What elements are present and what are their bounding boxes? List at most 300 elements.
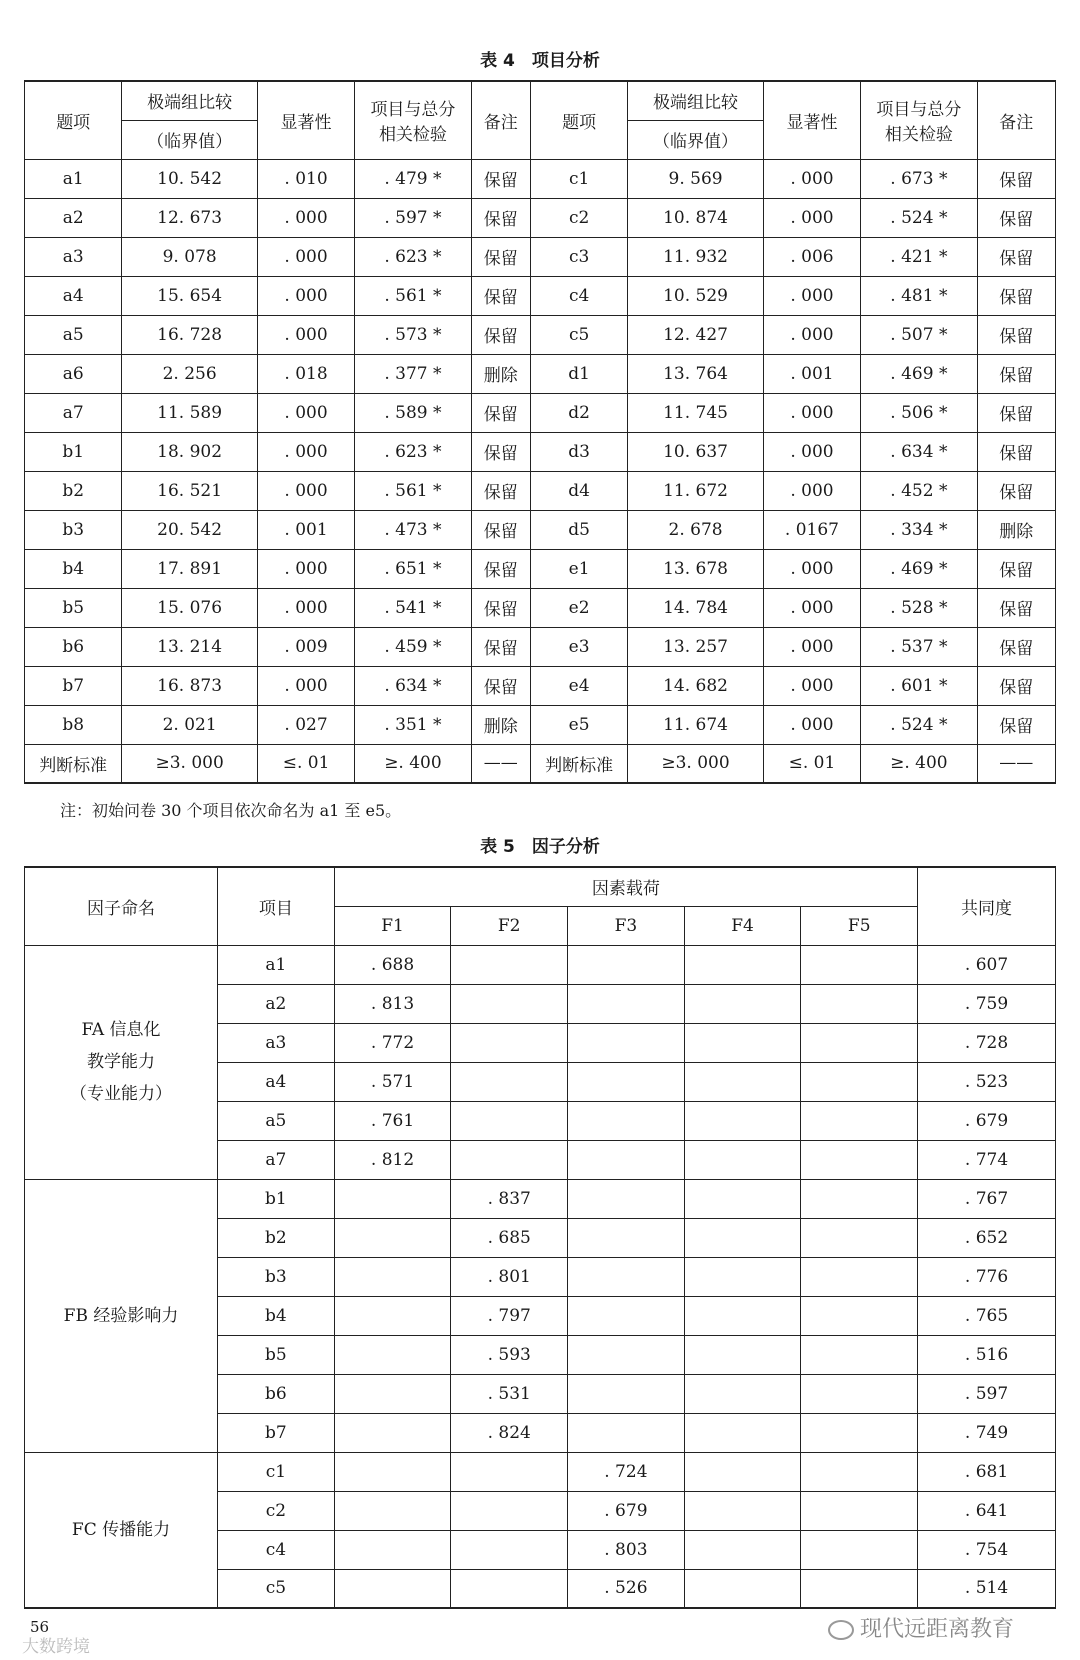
cell-note: 保留: [471, 393, 530, 432]
cell-item: a2: [25, 198, 122, 237]
cell-note: 删除: [977, 510, 1055, 549]
header-critical: （临界值）: [122, 120, 257, 159]
cell-f1: . 772: [334, 1023, 451, 1062]
cell-f3: . 679: [568, 1491, 685, 1530]
watermark-right-text: 现代远距离教育: [860, 1617, 1015, 1642]
cell-corr: . 573 *: [355, 315, 471, 354]
factor-name-line: FC 传播能力: [71, 1519, 171, 1540]
cell-f5: [801, 1140, 918, 1179]
cell-communality: . 728: [918, 1023, 1056, 1062]
cell-sig: . 001: [257, 510, 354, 549]
cell-communality: . 523: [918, 1062, 1056, 1101]
cell-f4: [684, 1413, 801, 1452]
cell-f5: [801, 1569, 918, 1608]
table-row: [25, 1452, 1056, 1491]
cell-sig: . 000: [257, 588, 354, 627]
cell-note: 保留: [471, 198, 530, 237]
cell-f3: [568, 984, 685, 1023]
cell-corr: . 351 *: [355, 705, 471, 744]
factor-analysis-table: [24, 866, 1056, 1609]
criteria-note: ——: [977, 744, 1055, 783]
table-row: [25, 198, 1056, 237]
cell-note: 保留: [977, 705, 1055, 744]
cell-corr: . 623 *: [355, 432, 471, 471]
table-row: [25, 354, 1056, 393]
cell-f2: . 801: [451, 1257, 568, 1296]
cell-communality: . 774: [918, 1140, 1056, 1179]
criteria-sig: ≤. 01: [763, 744, 860, 783]
cell-item: b4: [218, 1296, 335, 1335]
cell-f1: . 813: [334, 984, 451, 1023]
header-f3: F3: [568, 906, 685, 945]
factor-name: [25, 945, 218, 1179]
cell-f1: [334, 1218, 451, 1257]
cell-corr: . 537 *: [861, 627, 977, 666]
cell-cr: 15. 076: [122, 588, 257, 627]
cell-f5: [801, 1491, 918, 1530]
cell-item: d3: [530, 432, 627, 471]
cell-f5: [801, 1374, 918, 1413]
cell-note: 保留: [471, 471, 530, 510]
criteria-sig: ≤. 01: [257, 744, 354, 783]
cell-f2: [451, 1569, 568, 1608]
cell-item: a4: [25, 276, 122, 315]
header-f2: F2: [451, 906, 568, 945]
cell-f4: [684, 1101, 801, 1140]
cell-f2: [451, 1452, 568, 1491]
table-row: [25, 945, 1056, 984]
cell-f5: [801, 1101, 918, 1140]
cell-f2: . 837: [451, 1179, 568, 1218]
cell-corr: . 507 *: [861, 315, 977, 354]
cell-item: c4: [218, 1530, 335, 1569]
cell-item: a6: [25, 354, 122, 393]
cell-item: b3: [218, 1257, 335, 1296]
cell-communality: . 759: [918, 984, 1056, 1023]
header-communality: 共同度: [918, 867, 1056, 945]
cell-f1: [334, 1296, 451, 1335]
table-row: [25, 393, 1056, 432]
cell-f5: [801, 1335, 918, 1374]
factor-name-line: 教学能力: [87, 1052, 156, 1072]
cell-note: 保留: [471, 159, 530, 198]
header-item: 题项: [25, 81, 122, 159]
cell-f2: . 797: [451, 1296, 568, 1335]
cell-f5: [801, 1257, 918, 1296]
cell-corr: . 459 *: [355, 627, 471, 666]
cell-corr: . 506 *: [861, 393, 977, 432]
header-extreme: 极端组比较: [122, 81, 257, 120]
table4-footnote: 注：初始问卷 30 个项目依次命名为 a1 至 e5。: [60, 801, 402, 820]
cell-cr: 18. 902: [122, 432, 257, 471]
cell-f2: . 531: [451, 1374, 568, 1413]
cell-cr: 16. 873: [122, 666, 257, 705]
cell-note: 保留: [977, 159, 1055, 198]
cell-f2: [451, 984, 568, 1023]
cell-f3: [568, 1296, 685, 1335]
cell-f5: [801, 1179, 918, 1218]
cell-item: d1: [530, 354, 627, 393]
header-item: 项目: [218, 867, 335, 945]
header-corr: 项目与总分 相关检验: [355, 81, 471, 159]
cell-note: 保留: [977, 627, 1055, 666]
cell-f3: [568, 1374, 685, 1413]
cell-f2: [451, 1101, 568, 1140]
cell-item: b7: [25, 666, 122, 705]
cell-note: 保留: [471, 588, 530, 627]
cell-item: d2: [530, 393, 627, 432]
cell-cr: 13. 214: [122, 627, 257, 666]
cell-f5: [801, 1530, 918, 1569]
cell-item: c2: [530, 198, 627, 237]
cell-cr: 11. 589: [122, 393, 257, 432]
cell-sig: . 000: [257, 393, 354, 432]
cell-corr: . 377 *: [355, 354, 471, 393]
header-f5: F5: [801, 906, 918, 945]
cell-f3: [568, 1023, 685, 1062]
table-row: [25, 432, 1056, 471]
cell-f3: [568, 1218, 685, 1257]
cell-cr: 16. 728: [122, 315, 257, 354]
cell-note: 保留: [977, 666, 1055, 705]
cell-corr: . 634 *: [861, 432, 977, 471]
cell-note: 保留: [471, 315, 530, 354]
cell-f5: [801, 945, 918, 984]
table-row: [25, 510, 1056, 549]
cell-f5: [801, 1062, 918, 1101]
cell-communality: . 765: [918, 1296, 1056, 1335]
cell-cr: 12. 427: [628, 315, 763, 354]
cell-item: c1: [218, 1452, 335, 1491]
header-item: 题项: [530, 81, 627, 159]
cell-note: 删除: [471, 354, 530, 393]
criteria-note: ——: [471, 744, 530, 783]
cell-f1: [334, 1491, 451, 1530]
cell-f1: . 571: [334, 1062, 451, 1101]
header-note: 备注: [977, 81, 1055, 159]
cell-f4: [684, 1569, 801, 1608]
cell-item: a5: [25, 315, 122, 354]
factor-name-line: FB 经验影响力: [63, 1305, 179, 1326]
cell-cr: 11. 745: [628, 393, 763, 432]
cell-f4: [684, 1374, 801, 1413]
cell-item: b1: [25, 432, 122, 471]
cell-sig: . 000: [763, 432, 860, 471]
cell-note: 保留: [977, 198, 1055, 237]
cell-f2: [451, 1140, 568, 1179]
criteria-cr: ≥3. 000: [628, 744, 763, 783]
cell-f5: [801, 1218, 918, 1257]
cell-f3: [568, 1101, 685, 1140]
cell-corr: . 473 *: [355, 510, 471, 549]
cell-communality: . 514: [918, 1569, 1056, 1608]
cell-item: b8: [25, 705, 122, 744]
cell-item: b5: [218, 1335, 335, 1374]
factor-name: [25, 1179, 218, 1452]
cell-item: a3: [218, 1023, 335, 1062]
cell-f4: [684, 984, 801, 1023]
table4-caption: 表 4 项目分析: [480, 51, 600, 71]
cell-cr: 13. 678: [628, 549, 763, 588]
criteria-cr: ≥3. 000: [122, 744, 257, 783]
header-extreme: 极端组比较: [628, 81, 763, 120]
cell-item: e2: [530, 588, 627, 627]
cell-item: b6: [25, 627, 122, 666]
cell-item: c4: [530, 276, 627, 315]
cell-item: e1: [530, 549, 627, 588]
cell-item: c2: [218, 1491, 335, 1530]
cell-corr: . 541 *: [355, 588, 471, 627]
cell-item: b2: [25, 471, 122, 510]
cell-corr: . 623 *: [355, 237, 471, 276]
cell-note: 保留: [977, 393, 1055, 432]
cell-cr: 13. 257: [628, 627, 763, 666]
cell-f3: [568, 1257, 685, 1296]
cell-corr: . 452 *: [861, 471, 977, 510]
cell-item: a7: [218, 1140, 335, 1179]
cell-communality: . 597: [918, 1374, 1056, 1413]
cell-f4: [684, 1335, 801, 1374]
cell-corr: . 524 *: [861, 705, 977, 744]
cell-cr: 2. 021: [122, 705, 257, 744]
cell-communality: . 679: [918, 1101, 1056, 1140]
cell-cr: 11. 674: [628, 705, 763, 744]
table-row: [25, 1179, 1056, 1218]
cell-cr: 14. 682: [628, 666, 763, 705]
cell-sig: . 001: [763, 354, 860, 393]
cell-sig: . 000: [763, 159, 860, 198]
cell-corr: . 524 *: [861, 198, 977, 237]
cell-note: 保留: [471, 237, 530, 276]
table-row: [25, 666, 1056, 705]
cell-item: d4: [530, 471, 627, 510]
criteria-row: [25, 744, 1056, 783]
cell-f1: [334, 1335, 451, 1374]
cell-communality: . 607: [918, 945, 1056, 984]
cell-item: b6: [218, 1374, 335, 1413]
cell-f4: [684, 1218, 801, 1257]
cell-communality: . 652: [918, 1218, 1056, 1257]
cell-sig: . 000: [257, 666, 354, 705]
cell-sig: . 027: [257, 705, 354, 744]
cell-f3: . 724: [568, 1452, 685, 1491]
cell-sig: . 000: [257, 471, 354, 510]
cell-cr: 11. 932: [628, 237, 763, 276]
cell-sig: . 000: [763, 666, 860, 705]
cell-item: a5: [218, 1101, 335, 1140]
factor-name-line: （专业能力）: [70, 1084, 173, 1104]
cell-cr: 16. 521: [122, 471, 257, 510]
cell-corr: . 479 *: [355, 159, 471, 198]
cell-sig: . 000: [763, 588, 860, 627]
criteria-label: 判断标准: [25, 744, 122, 783]
cell-f1: . 688: [334, 945, 451, 984]
cell-note: 保留: [471, 276, 530, 315]
cell-cr: 11. 672: [628, 471, 763, 510]
cell-item: a4: [218, 1062, 335, 1101]
table-row: [25, 549, 1056, 588]
cell-communality: . 754: [918, 1530, 1056, 1569]
cell-cr: 9. 569: [628, 159, 763, 198]
cell-sig: . 000: [763, 315, 860, 354]
cell-sig: . 000: [257, 315, 354, 354]
cell-f4: [684, 1140, 801, 1179]
cell-item: c5: [218, 1569, 335, 1608]
cell-item: c5: [530, 315, 627, 354]
cell-f3: [568, 1335, 685, 1374]
cell-cr: 10. 529: [628, 276, 763, 315]
header-loading: 因素载荷: [334, 867, 917, 906]
cell-corr: . 469 *: [861, 354, 977, 393]
cell-item: c3: [530, 237, 627, 276]
cell-f2: [451, 1530, 568, 1569]
table-row: [25, 276, 1056, 315]
cell-f4: [684, 1257, 801, 1296]
cell-sig: . 000: [257, 549, 354, 588]
table-row: [25, 315, 1056, 354]
cell-sig: . 000: [763, 549, 860, 588]
cell-sig: . 000: [763, 198, 860, 237]
cell-note: 保留: [977, 471, 1055, 510]
criteria-corr: ≥. 400: [355, 744, 471, 783]
criteria-label: 判断标准: [530, 744, 627, 783]
cell-cr: 14. 784: [628, 588, 763, 627]
table-row: [25, 588, 1056, 627]
criteria-corr: ≥. 400: [861, 744, 977, 783]
table-row: [25, 471, 1056, 510]
cell-f1: [334, 1452, 451, 1491]
table-row: [25, 237, 1056, 276]
watermark-right: [828, 1612, 1014, 1643]
cell-item: e3: [530, 627, 627, 666]
cell-f4: [684, 1179, 801, 1218]
cell-f5: [801, 1296, 918, 1335]
table-row: [25, 159, 1056, 198]
wechat-icon: [828, 1620, 854, 1640]
cell-note: 保留: [471, 510, 530, 549]
cell-corr: . 561 *: [355, 471, 471, 510]
cell-corr: . 589 *: [355, 393, 471, 432]
cell-sig: . 000: [257, 237, 354, 276]
cell-corr: . 561 *: [355, 276, 471, 315]
cell-corr: . 334 *: [861, 510, 977, 549]
cell-f2: [451, 945, 568, 984]
header-critical: （临界值）: [628, 120, 763, 159]
cell-f3: [568, 945, 685, 984]
cell-item: a2: [218, 984, 335, 1023]
header-sig: 显著性: [763, 81, 860, 159]
cell-sig: . 000: [763, 393, 860, 432]
cell-f4: [684, 1530, 801, 1569]
cell-communality: . 767: [918, 1179, 1056, 1218]
cell-corr: . 634 *: [355, 666, 471, 705]
cell-cr: 9. 078: [122, 237, 257, 276]
cell-communality: . 641: [918, 1491, 1056, 1530]
cell-note: 保留: [471, 627, 530, 666]
cell-f4: [684, 1023, 801, 1062]
cell-f1: [334, 1569, 451, 1608]
cell-note: 保留: [471, 549, 530, 588]
cell-cr: 10. 637: [628, 432, 763, 471]
cell-f1: . 761: [334, 1101, 451, 1140]
cell-sig: . 010: [257, 159, 354, 198]
header-f1: F1: [334, 906, 451, 945]
cell-sig: . 000: [763, 471, 860, 510]
cell-f4: [684, 1296, 801, 1335]
cell-f3: . 526: [568, 1569, 685, 1608]
cell-f1: [334, 1530, 451, 1569]
table5-caption: 表 5 因子分析: [480, 837, 600, 857]
cell-f4: [684, 945, 801, 984]
cell-f3: [568, 1179, 685, 1218]
header-f4: F4: [684, 906, 801, 945]
cell-cr: 20. 542: [122, 510, 257, 549]
header-note: 备注: [471, 81, 530, 159]
cell-note: 保留: [977, 549, 1055, 588]
cell-f2: . 685: [451, 1218, 568, 1257]
factor-name-line: FA 信息化: [81, 1020, 161, 1040]
cell-f2: . 593: [451, 1335, 568, 1374]
cell-f1: [334, 1374, 451, 1413]
cell-sig: . 0167: [763, 510, 860, 549]
cell-sig: . 000: [763, 705, 860, 744]
cell-f5: [801, 984, 918, 1023]
cell-cr: 13. 764: [628, 354, 763, 393]
cell-note: 删除: [471, 705, 530, 744]
cell-note: 保留: [977, 276, 1055, 315]
header-sig: 显著性: [257, 81, 354, 159]
cell-sig: . 009: [257, 627, 354, 666]
cell-corr: . 601 *: [861, 666, 977, 705]
cell-cr: 12. 673: [122, 198, 257, 237]
cell-cr: 10. 874: [628, 198, 763, 237]
cell-f1: [334, 1257, 451, 1296]
cell-f1: . 812: [334, 1140, 451, 1179]
cell-sig: . 006: [763, 237, 860, 276]
cell-item: b1: [218, 1179, 335, 1218]
cell-note: 保留: [977, 237, 1055, 276]
cell-note: 保留: [977, 588, 1055, 627]
cell-sig: . 000: [257, 276, 354, 315]
cell-item: b2: [218, 1218, 335, 1257]
cell-communality: . 749: [918, 1413, 1056, 1452]
cell-cr: 10. 542: [122, 159, 257, 198]
cell-corr: . 651 *: [355, 549, 471, 588]
cell-note: 保留: [977, 315, 1055, 354]
cell-item: e4: [530, 666, 627, 705]
item-analysis-table: [24, 80, 1056, 784]
cell-f1: [334, 1413, 451, 1452]
cell-item: d5: [530, 510, 627, 549]
cell-f3: . 803: [568, 1530, 685, 1569]
cell-sig: . 000: [257, 198, 354, 237]
cell-corr: . 469 *: [861, 549, 977, 588]
cell-communality: . 776: [918, 1257, 1056, 1296]
cell-item: b3: [25, 510, 122, 549]
cell-item: b7: [218, 1413, 335, 1452]
cell-f4: [684, 1062, 801, 1101]
cell-f3: [568, 1062, 685, 1101]
cell-sig: . 000: [763, 627, 860, 666]
cell-f2: [451, 1023, 568, 1062]
cell-note: 保留: [977, 432, 1055, 471]
cell-item: a1: [218, 945, 335, 984]
cell-sig: . 000: [763, 276, 860, 315]
cell-note: 保留: [471, 432, 530, 471]
table-row: [25, 627, 1056, 666]
cell-note: 保留: [977, 354, 1055, 393]
cell-f5: [801, 1413, 918, 1452]
